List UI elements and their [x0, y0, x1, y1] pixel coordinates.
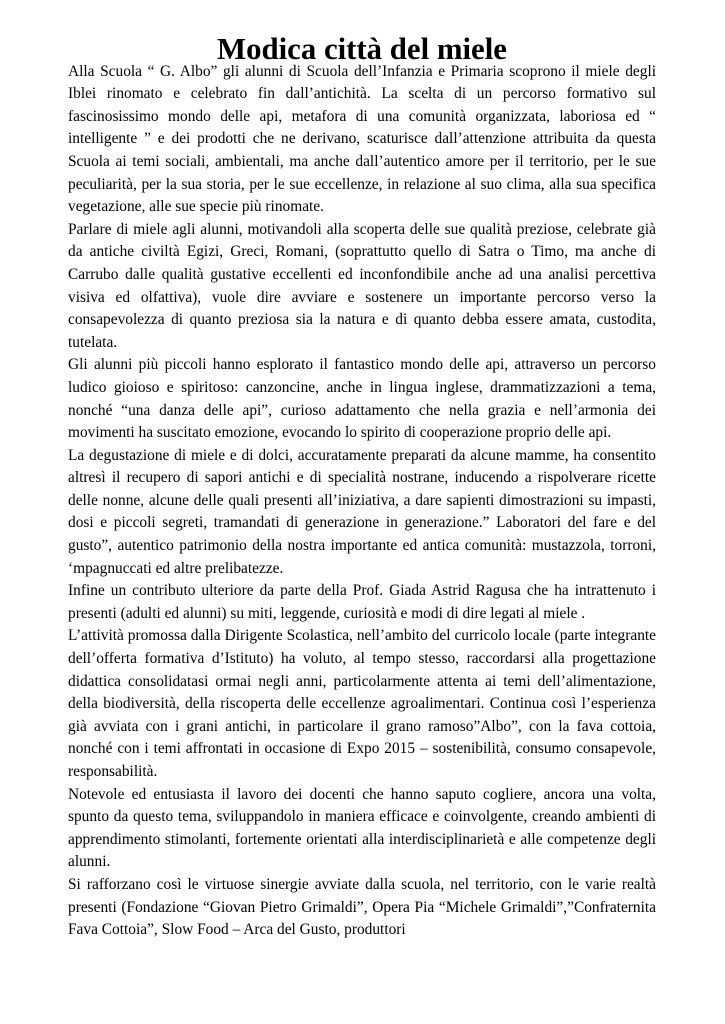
paragraph-activity: L’attività promossa dalla Dirigente Scolastica, nell’ambito del curricolo locale (parte integrante dell’offerta formativa d’Istituto) ha voluto, al tempo stesso, raccordarsi alla progettazione didattica consolidatasi ormai negli anni, particolarmente attenta ai temi dell’alimentazione, della biodiversità, della riscoperta delle eccellenze agroalimentari. Continua così l’esperienza già avviata con i grani antichi, in particolare il grano ramoso”Albo”, con la fava cottoia, nonché con i temi affrontati in occasione di Expo 2015 – sostenibilità, consumo consapevole, responsabilità.: [68, 627, 656, 780]
paragraph-tasting: La degustazione di miele e di dolci, accuratamente preparati da alcune mamme, ha consentito altresì il recupero di sapori antichi e di specialità nostrane, inducendo a rispolverare ricette delle nonne, alcune delle quali presenti all’iniziativa, a dare sapienti dimostrazioni su impasti, dosi e piccoli segreti, tramandati di generazione in generazione.” Laboratori del fare e del gusto”, autentico patrimonio della nostra importante ed antica comunità: mustazzola, torroni, ‘mpagnuccati ed altre prelibatezze.: [68, 446, 656, 577]
paragraph-synergies: Si rafforzano così le virtuose sinergie avviate dalla scuola, nel territorio, con le varie realtà presenti (Fondazione “Giovan Pietro Grimaldi”, Opera Pia “Michele Grimaldi”,”Confraternita Fava Cottoia”, Slow Food – Arca del Gusto, produttori: [68, 875, 656, 939]
document-title: Modica città del miele: [217, 32, 507, 66]
paragraph-intro: Alla Scuola “ G. Albo” gli alunni di Scuola dell’Infanzia e Primaria scoprono il miele degli Iblei rinomato e celebrato fin dall’antichità. La scelta di un percorso formativo sul fascinosissimo mondo delle api, metafora di una comunità organizzata, laboriosa ed “ intelligente ” e dei prodotti che ne derivano, scaturisce dall’attenzione attribuita da questa Scuola ai temi sociali, ambientali, ma anche dall’autentico amore per il territorio, per le sue peculiarità, per la sua storia, per le sue eccellenze, in relazione al suo clima, alla sua specifica vegetazione, alle sue specie più rinomate.: [68, 62, 656, 216]
paragraph-little-pupils: Gli alunni più piccoli hanno esplorato il fantastico mondo delle api, attraverso un percorso ludico gioioso e spiritoso: canzoncine, anche in lingua inglese, drammatizzazioni a tema, nonché “una danza delle api”, curioso adattamento che nella grazia e nell’armonia dei movimenti ha suscitato emozione, evocando lo spirito di cooperazione proprio delle api.: [68, 356, 656, 442]
paragraph-contribution: Infine un contributo ulteriore da parte della Prof. Giada Astrid Ragusa che ha intrattenuto i presenti (adulti ed alunni) su miti, leggende, curiosità e modi di dire legati al miele .: [68, 582, 656, 622]
paragraph-honey-talk: Parlare di miele agli alunni, motivandoli alla scoperta delle sue qualità preziose, celebrate già da antiche civiltà Egizi, Greci, Romani, (soprattutto quello di Satra o Timo, ma anche di Carrubo dalle qualità gustative eccellenti ed inconfondibile anche ad una analisi percettiva visiva ed olfattiva), vuole dire avviare e sostenere un importante percorso verso la consapevolezza di quanto preziosa sia la natura e di quanto debba essere amata, custodita, tutelata.: [68, 220, 656, 351]
paragraph-teachers: Notevole ed entusiasta il lavoro dei docenti che hanno saputo cogliere, ancora una volta, spunto da questo tema, sviluppandolo in maniera efficace e coinvolgente, creando ambienti di apprendimento stimolanti, fortemente orientati alla interdisciplinarietà e alle competenze degli alunni.: [68, 785, 656, 871]
document-page: [68, 32, 656, 942]
